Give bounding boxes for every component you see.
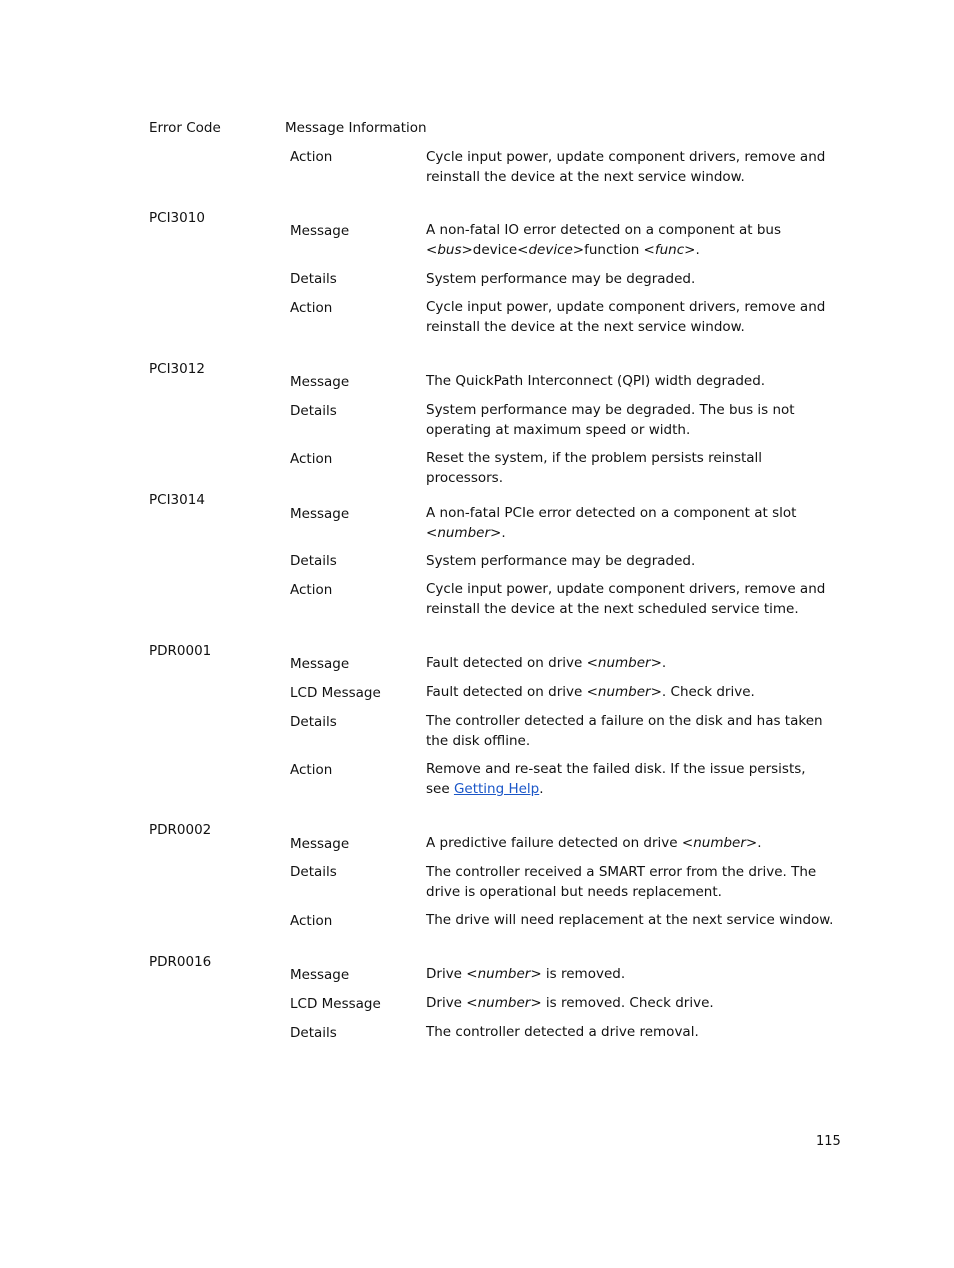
pdr0002-details-text: The controller received a SMART error from the drive. The drive is operational but needs replacement. (426, 864, 817, 900)
pdr0016-lcd-message-label: LCD Message (290, 996, 381, 1012)
pdr0002-action-label: Action (290, 913, 333, 929)
pci3010-details-label: Details (290, 271, 337, 287)
pdr0001-message-text: Fault detected on drive <number>. (426, 655, 667, 671)
page-number: 115 (816, 1134, 841, 1149)
error-code-pdr0016: PDR0016 (149, 954, 212, 970)
pci3014-message-text: A non-fatal PCIe error detected on a component at slot <number>. (426, 505, 797, 541)
pci3010-action-text: Cycle input power, update component drivers, remove and reinstall the device at the next service window. (426, 299, 826, 335)
pci3014-action-text: Cycle input power, update component drivers, remove and reinstall the device at the next scheduled service time. (426, 581, 826, 617)
pdr0001-action-label: Action (290, 762, 333, 778)
pdr0001-action-text: Remove and re-seat the failed disk. If the issue persists, see Getting Help. (426, 761, 806, 797)
pci3012-message-label: Message (290, 374, 350, 390)
pdr0016-details-text: The controller detected a drive removal. (426, 1024, 699, 1040)
pdr0016-lcd-message-text: Drive <number> is removed. Check drive. (426, 995, 714, 1011)
pdr0016-details-label: Details (290, 1025, 337, 1041)
pdr0016-message-text: Drive <number> is removed. (426, 966, 626, 982)
error-code-pdr0002: PDR0002 (149, 822, 212, 838)
pci3014-details-label: Details (290, 553, 337, 569)
pci3014-action-label: Action (290, 582, 333, 598)
pdr0002-details-label: Details (290, 864, 337, 880)
continued-action-label: Action (290, 149, 333, 165)
pdr0001-details-label: Details (290, 714, 337, 730)
pci3010-action-label: Action (290, 300, 333, 316)
pci3014-details-text: System performance may be degraded. (426, 553, 696, 569)
error-code-header: Error Code (149, 120, 221, 136)
pci3012-action-label: Action (290, 451, 333, 467)
error-code-pci3012: PCI3012 (149, 361, 205, 377)
pdr0002-action-text: The drive will need replacement at the next service window. (426, 912, 834, 928)
pci3012-message-text: The QuickPath Interconnect (QPI) width degraded. (426, 373, 766, 389)
pdr0016-message-label: Message (290, 967, 350, 983)
pci3010-message-text: A non-fatal IO error detected on a component at bus <bus>device<device>function <func>. (426, 222, 781, 258)
pdr0001-lcd-message-text: Fault detected on drive <number>. Check drive. (426, 684, 755, 700)
pdr0001-details-text: The controller detected a failure on the disk and has taken the disk offline. (426, 713, 823, 749)
message-information-header: Message Information (285, 120, 427, 136)
pci3010-details-text: System performance may be degraded. (426, 271, 696, 287)
pci3010-message-label: Message (290, 223, 350, 239)
pdr0002-message-text: A predictive failure detected on drive <number>. (426, 835, 762, 851)
error-code-pdr0001: PDR0001 (149, 643, 212, 659)
pci3014-message-label: Message (290, 506, 350, 522)
pci3012-action-text: Reset the system, if the problem persists reinstall processors. (426, 450, 763, 486)
pdr0001-message-label: Message (290, 656, 350, 672)
pdr0002-message-label: Message (290, 836, 350, 852)
error-code-pci3014: PCI3014 (149, 492, 205, 508)
error-code-pci3010: PCI3010 (149, 210, 205, 226)
pci3012-details-label: Details (290, 403, 337, 419)
continued-action-text: Cycle input power, update component drivers, remove and reinstall the device at the next service window. (426, 149, 826, 185)
pci3012-details-text: System performance may be degraded. The bus is not operating at maximum speed or width. (426, 402, 795, 438)
getting-help-link[interactable]: Getting Help (453, 780, 540, 797)
pdr0001-lcd-message-label: LCD Message (290, 685, 381, 701)
